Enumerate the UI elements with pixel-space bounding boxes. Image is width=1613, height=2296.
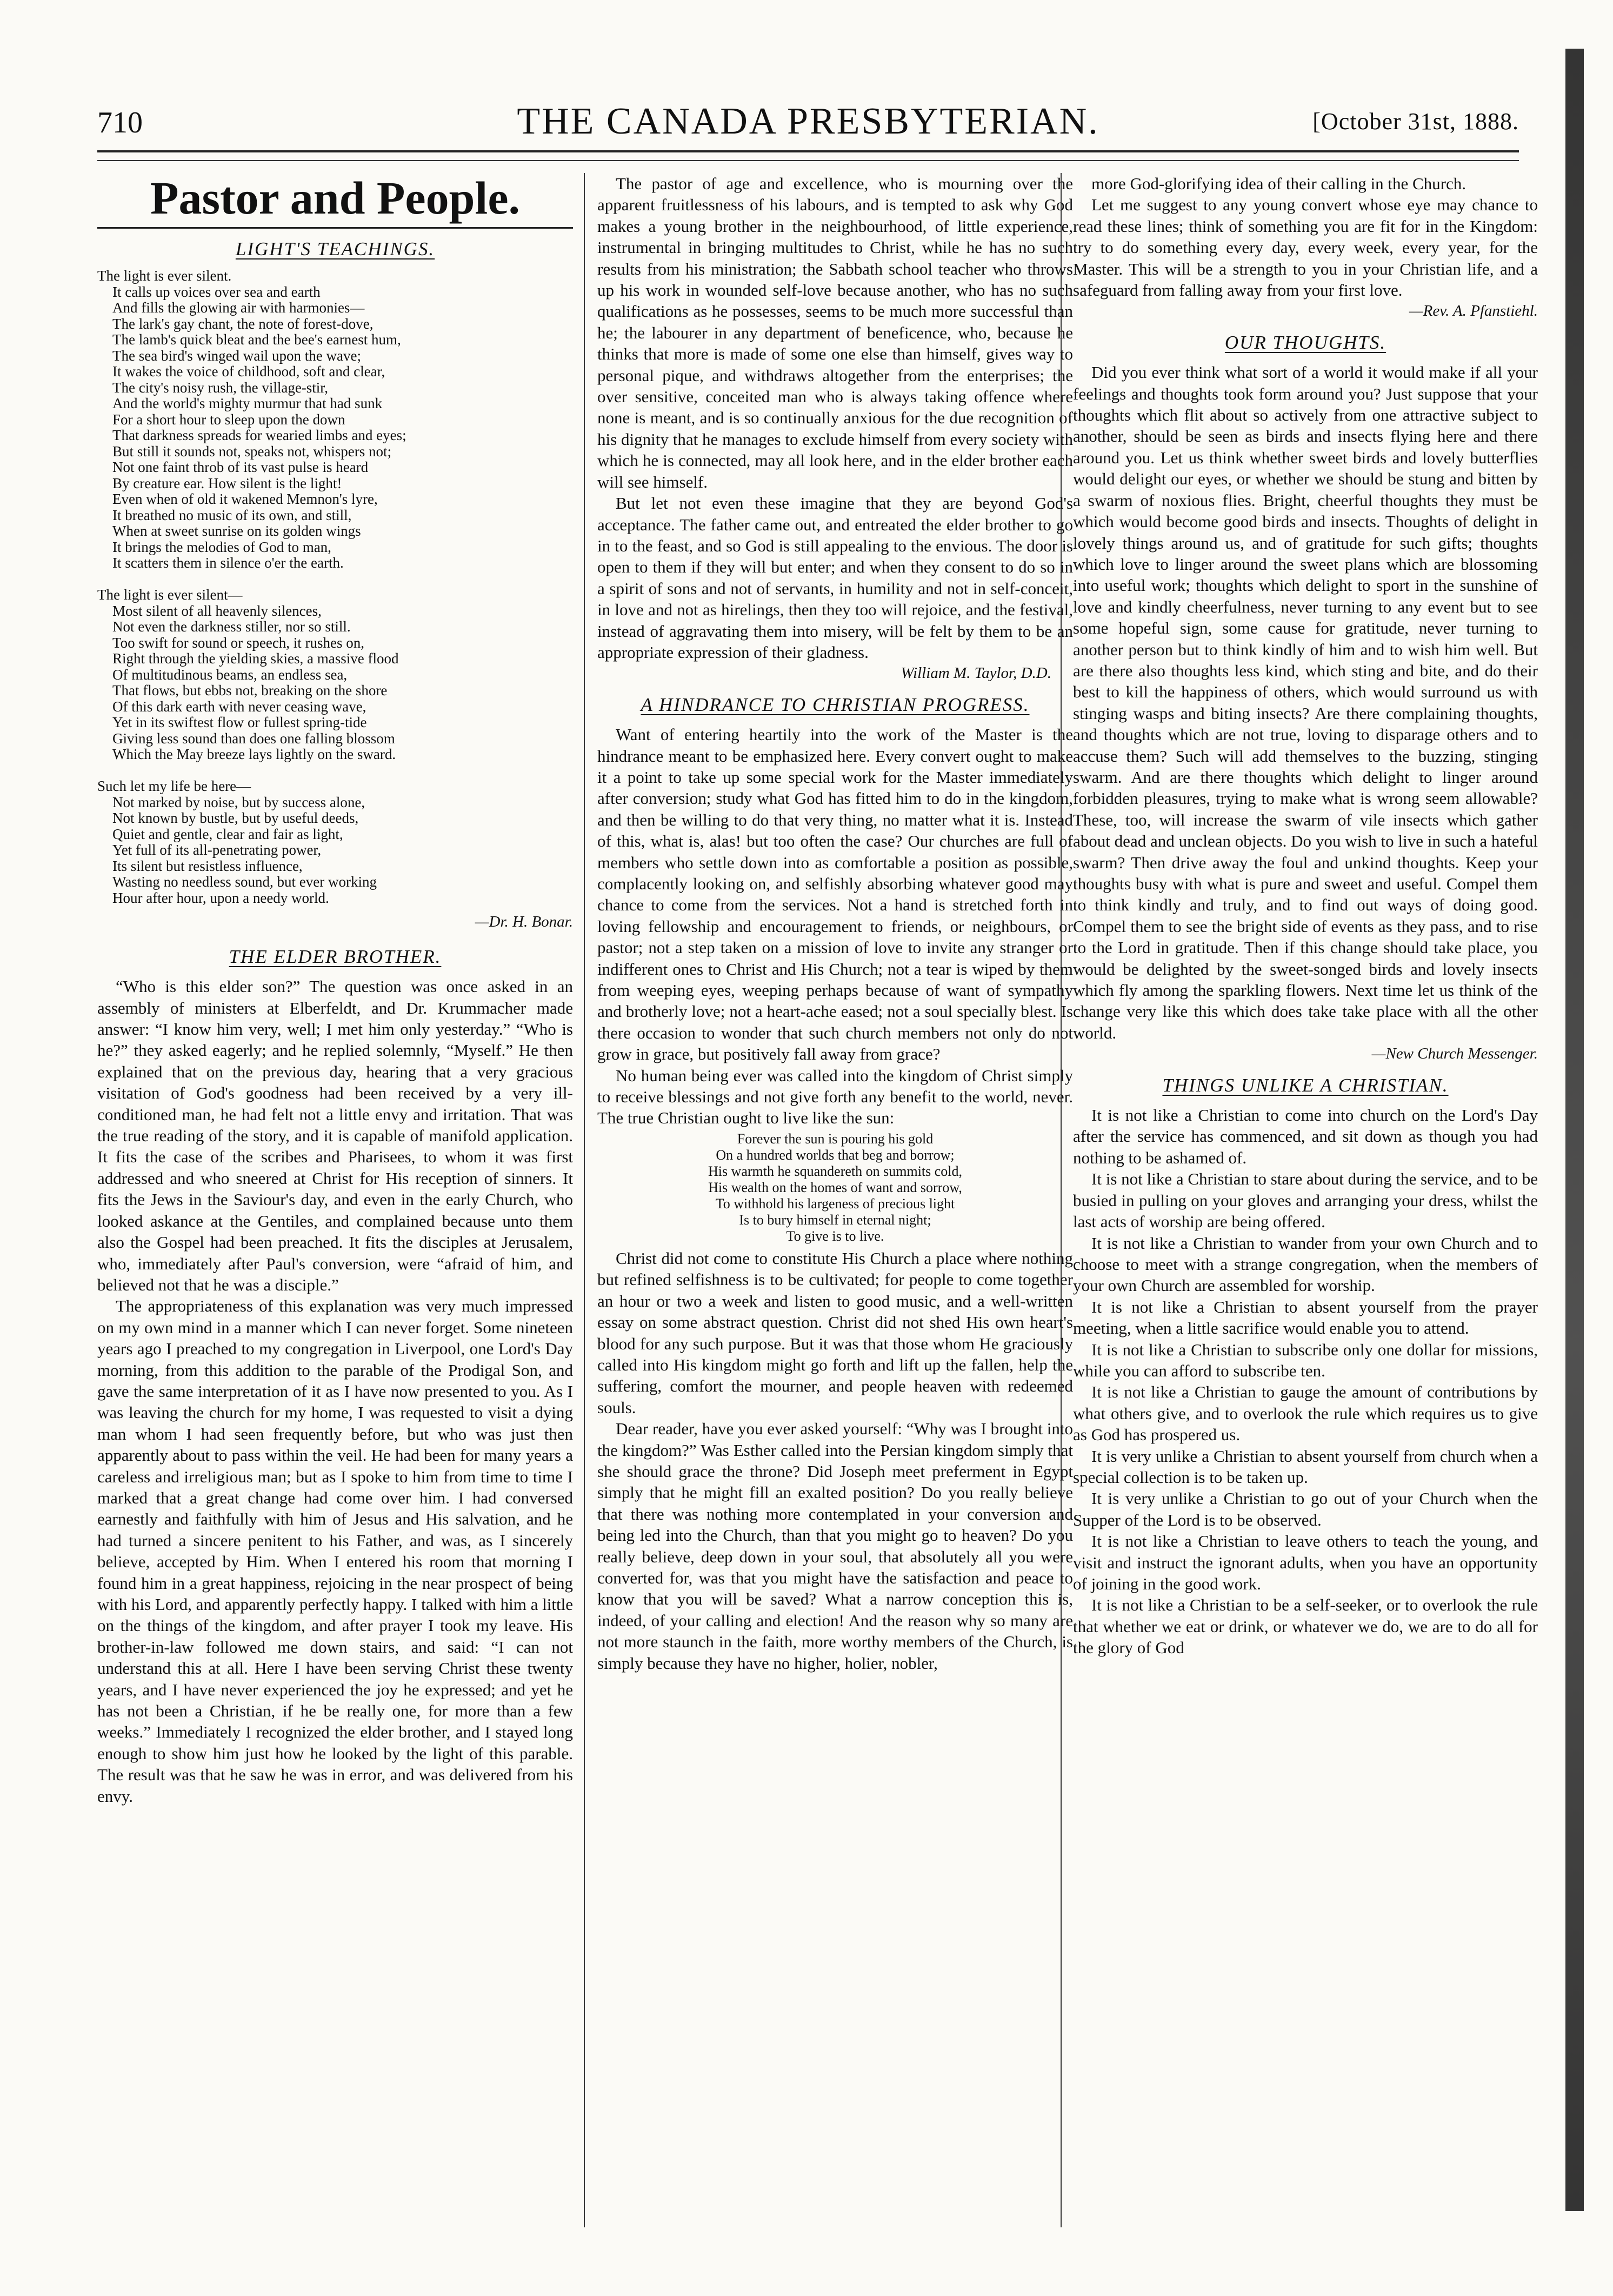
poem-line: The city's noisy rush, the village-stir,	[112, 379, 328, 396]
paragraph: more God-glorifying idea of their calling in the Church.	[1091, 174, 1467, 193]
poem-line: Such let my life be here—	[97, 778, 251, 795]
poem-line: It brings the melodies of God to man,	[112, 538, 331, 555]
poem-line: But still it sounds not, speaks not, whispers not;	[112, 443, 392, 460]
paragraph: No human being ever was called into the kingdom of Christ simply to receive blessings and not give forth any benefit to the world, never. The true Christian ought to live like the sun:	[597, 1066, 1073, 1128]
poem-line	[97, 571, 573, 588]
poem-line: Giving less sound than does one falling blossom	[112, 730, 395, 747]
article-body	[1073, 1104, 1538, 1659]
paragraph: Dear reader, have you ever asked yourself: “Why was I brought into the kingdom?” Was Esther called into the Persian kingdom simply that she should grace the throne? Did Joseph meet preferment in Egypt simply that he might fill an exalted position? Do you really believe that there was nothing more contemplated in your conversion and being led into the Church, than that you might go to heaven? Do you really believe, deep down in your soul, that absolutely all you were converted for, was that you might have the satisfaction and peace to know that you will be saved? What a narrow conception this is, indeed, of your calling and election! And the reason why so many are not more staunch in the faith, more worthy members of the Church, is simply because they have no higher, holier, nobler,	[597, 1419, 1073, 1673]
article-body	[1073, 173, 1538, 301]
page-number: 710	[97, 106, 143, 139]
article-body	[97, 976, 573, 1807]
poem-line: The light is ever silent—	[97, 587, 243, 603]
inline-poem	[597, 1131, 1073, 1245]
poem-line: Of this dark earth with never ceasing wave,	[112, 698, 366, 715]
paragraph: “Who is this elder son?” The question was once asked in an assembly of ministers at Elberfeldt, and Dr. Krummacher made answer: “I know him very, well; I met him only yesterday.” “Who is he?” they asked eagerly; and he replied solemnly, “Myself.” He then explained that on the previous day, hearing that a very gracious visitation of God's goodness had been received by a very ill-conditioned man, he had felt not a little envy and irritation. That was the true reading of the story, and it is capable of manifold application. It fits the case of the scribes and Pharisees, to whom it was first addressed and who sneered at Christ for His reception of sinners. It fits the Jews in the Saviour's day, and even in the early Church, who looked askance at the Gentiles, and complained because unto them also the Gospel had been preached. It fits the disciples at Jerusalem, who, immediately after Paul's conversion, were “afraid of him, and believed not that he was a disciple.”	[97, 977, 573, 1294]
poem-line: Wasting no needless sound, but ever working	[112, 874, 377, 890]
paragraph: The pastor of age and excellence, who is mourning over the apparent fruitlessness of his labours, and is tempted to ask why God makes a young brother in the neighbourhood, of little experience, instrumental in bringing multitudes to Christ, while he has no such results from his ministration; the Sabbath school teacher who throws up his work in wounded self-love because another, who has no such qualifications as he possesses, seems to be much more successful than he; the labourer in any department of beneficence, who, because he thinks that more is made of some one else than himself, gives way to personal pique, and withdraws altogether from the enterprises; the over sensitive, conceited man who is always taking offence where none is meant, and is so continually anxious for the due recognition of his dignity that he manages to exclude himself from every society with which he is connected, may all look here, and in the elder brother each will see himself.	[597, 174, 1073, 491]
poem-line: Not even the darkness stiller, nor so still.	[112, 618, 351, 635]
article-body	[1073, 362, 1538, 1043]
paragraph: It is not like a Christian to gauge the amount of contributions by what others give, and to overlook the rule which requires us to give as God has prospered us.	[1073, 1382, 1538, 1445]
column-divider	[584, 173, 585, 2227]
article-title: A HINDRANCE TO CHRISTIAN PROGRESS.	[641, 694, 1030, 715]
section-title: Pastor and People.	[97, 173, 573, 229]
poem-line: That darkness spreads for wearied limbs and eyes;	[112, 427, 406, 444]
paragraph: It is very unlike a Christian to go out of your Church when the Supper of the Lord is to be observed.	[1073, 1489, 1538, 1529]
poem-line: Is to bury himself in eternal night;	[739, 1212, 931, 1228]
poem-line: Which the May breeze lays lightly on the sward.	[112, 746, 396, 763]
poem-author: —Dr. H. Bonar.	[475, 913, 573, 931]
poem-line: It wakes the voice of childhood, soft and clear,	[112, 363, 385, 380]
column-1	[97, 173, 573, 2227]
poem-line: Not known by bustle, but by useful deeds,	[112, 810, 359, 827]
poem-line: And fills the glowing air with harmonies—	[112, 300, 365, 316]
poem-line: To give is to live.	[786, 1228, 884, 1244]
poem-line	[97, 763, 573, 779]
poem-line: Of multitudinous beams, an endless sea,	[112, 666, 348, 683]
poem-line: Quiet and gentle, clear and fair as light,	[112, 826, 343, 842]
poem-line: Yet in its swiftest flow or fullest spring-tide	[112, 714, 367, 731]
poem-line: The lamb's quick bleat and the bee's earnest hum,	[112, 331, 401, 348]
paragraph: It is not like a Christian to wander from your own Church and to choose to meet with a strange congregation, when the members of your own Church are assembled for worship.	[1073, 1233, 1538, 1295]
article-author: William M. Taylor, D.D.	[901, 664, 1051, 682]
column-3	[1073, 173, 1538, 2227]
article-body	[597, 173, 1073, 663]
poem-line: On a hundred worlds that beg and borrow;	[716, 1147, 955, 1163]
paragraph: Let me suggest to any young convert whose eye may chance to read these lines; think of something you are fit for in the Kingdom: try to do something every day, every week, every year, for the Master. This will be a strength to you in your Christian life, and a safeguard from falling away from your first love.	[1073, 195, 1538, 300]
article-body	[597, 724, 1073, 1129]
poem-line: Even when of old it wakened Memnon's lyre,	[112, 491, 378, 508]
poem-title: LIGHT'S TEACHINGS.	[235, 238, 435, 259]
poem-line: Right through the yielding skies, a massive flood	[112, 650, 399, 667]
scan-edge	[1565, 49, 1584, 2211]
poem-line: Yet full of its all-penetrating power,	[112, 842, 322, 858]
article-title: THINGS UNLIKE A CHRISTIAN.	[1162, 1074, 1449, 1096]
column-2	[597, 173, 1073, 2227]
paragraph: Want of entering heartily into the work of the Master is the hindrance meant to be emphasized here. Every convert ought to make it a point to take up some special work for the Master immediately after conversion; study what God has fitted him to do in the kingdom, and then be willing to do that very thing, no matter what it is. Instead of this, what is, alas! but too often the case? Our churches are full of members who settle down into as comfortable a position as possible, complacently looking on, and selfishly absorbing whatever good may chance to come from the services. Not a hand is stretched forth in loving fellowship and encouragement to friends, or neighbours, or pastor; not a step taken on a mission of love to invite any stranger or indifferent ones to Christ and His Church; not a tear is wiped by them from weeping eyes, weeping perhaps because of want of sympathy and brotherly love; not a heart-ache eased; not a soul specially blest. Is there occasion to wonder that such church members not only do not grow in grace, but positively fall away from grace?	[597, 725, 1073, 1064]
poem-line: Not one faint throb of its vast pulse is heard	[112, 459, 369, 476]
paragraph: It is not like a Christian to absent yourself from the prayer meeting, when a little sacrifice would enable you to attend.	[1073, 1297, 1538, 1338]
poem-line: Its silent but resistless influence,	[112, 857, 303, 874]
poem-line: That flows, but ebbs not, breaking on the shore	[112, 682, 388, 699]
poem-line: The sea bird's winged wail upon the wave;	[112, 347, 361, 364]
poem-line: Hour after hour, upon a needy world.	[112, 889, 329, 906]
poem-line: Too swift for sound or speech, it rushes on,	[112, 634, 365, 651]
header-rule-thin	[97, 160, 1519, 161]
header-rule	[97, 150, 1519, 152]
poem-line: The lark's gay chant, the note of forest-dove,	[112, 315, 374, 332]
poem-line: It scatters them in silence o'er the earth.	[112, 555, 344, 571]
paragraph: It is not like a Christian to come into church on the Lord's Day after the service has commenced, and sit down as though you had nothing to be ashamed of.	[1073, 1106, 1538, 1167]
poem-line: It breathed no music of its own, and still,	[112, 507, 352, 523]
paragraph: It is very unlike a Christian to absent yourself from church when a special collection is to be taken up.	[1073, 1446, 1538, 1487]
poem-line: It calls up voices over sea and earth	[112, 283, 321, 300]
article-author: —Rev. A. Pfanstiehl.	[1409, 302, 1538, 320]
poem-line: To withhold his largeness of precious light	[715, 1195, 955, 1212]
article-author: —New Church Messenger.	[1371, 1045, 1538, 1063]
article-title: THE ELDER BROTHER.	[229, 946, 442, 967]
paragraph: Did you ever think what sort of a world it would make if all your feelings and thoughts took form around you? Just suppose that your thoughts which flit about so actively from one attractive subject to another, should be seen as birds and insects flying here and there around you. Let us think whether sweet birds and lovely butterflies would delight our eyes, or whether we should be stung and bitten by a swarm of noxious flies. Bright, cheerful thoughts they must be which would become good birds and insects. Thoughts of delight in lovely things around us, and of gratitude for such gifts; thoughts which love to linger around the sweet plans which are blossoming into useful work; thoughts which delight to sport in the sunshine of love and kindly cheerfulness, never turning to any event but to see some hopeful sign, some cause for gratitude, never turning to another person but to think kindly of him and to wish him well. But are there also thoughts less kind, which sting and bite, and do their best to kill the happiness of others, which would surround us with stinging wasps and biting insects? Are there complaining thoughts, and thoughts which are not true, loving to disparage others and to accuse them? Such will add themselves to the buzzing, stinging swarm. And are there thoughts which delight to linger around forbidden pleasures, trying to make what is wrong seem allowable? These, too, will increase the swarm of vile insects which gather about dead and unclean objects. Do you wish to live in such a hateful swarm? Then drive away the foul and unkind thoughts. Keep your thoughts busy with what is pure and sweet and useful. Compel them to think kindly and truly, and to find out ways of doing good. Compel them to see the bright side of events as they pass, and to rise to the Lord in gratitude. Then if this change should take place, you would be delighted by the sweet-songed birds and lovely insects which fly among the sparkling flowers. Next time let us think of the change very like this which does take take place with all the other world.	[1073, 363, 1538, 1042]
newspaper-title: THE CANADA PRESBYTERIAN.	[517, 101, 1099, 142]
poem	[97, 268, 573, 906]
paragraph: It is not like a Christian to be a self-seeker, or to overlook the rule that whether we eat or drink, or whatever we do, we are to do all for the glory of God	[1073, 1595, 1538, 1658]
paragraph: It is not like a Christian to subscribe only one dollar for missions, while you can afford to subscribe ten.	[1073, 1340, 1538, 1380]
poem-line: The light is ever silent.	[97, 268, 232, 284]
poem-line: His wealth on the homes of want and sorrow,	[708, 1179, 962, 1195]
paragraph: But let not even these imagine that they are beyond God's acceptance. The father came out, and entreated the elder brother to go in to the feast, and so God is still appealing to the envious. The door is open to them if they will but enter; and when they consent to do so in a spirit of sons and not of servants, in humility and not in self-conceit, in love and not as hirelings, then they too will rejoice, and the festival, instead of aggravating them into misery, will be felt by them to be an appropriate expression of their gladness.	[597, 494, 1073, 662]
page-header	[97, 95, 1519, 143]
poem-line: And the world's mighty murmur that had sunk	[112, 395, 383, 412]
poem-line: When at sweet sunrise on its golden wings	[112, 523, 361, 540]
poem-line: For a short hour to sleep upon the down	[112, 411, 345, 428]
poem-line: Most silent of all heavenly silences,	[112, 602, 322, 619]
paragraph: The appropriateness of this explanation was very much impressed on my own mind in a manner which I can never forget. Some nineteen years ago I preached to my congregation in Liverpool, one Lord's Day morning, from this addition to the parable of the Prodigal Son, and gave the same interpretation of it as I have now presented to you. As I was leaving the church for my home, I was requested to visit a dying man whom I had seen frequently before, but who was just then apparently about to pass within the veil. He had been for many years a careless and irreligious man; but as I spoke to him from time to time I marked that a great change had come over him. I had conversed earnestly and faithfully with him of Jesus and His salvation, and he had turned a sincere penitent to his Father, and was, as I sincerely believe, accepted by Him. When I entered his room that morning I found him in a great happiness, rejoicing in the near prospect of being with his Lord, and apparently perfectly happy. I talked with him a little on the things of the kingdom, and after prayer I took my leave. His brother-in-law followed me down stairs, and said: “I can not understand this at all. Here I have been serving Christ these twenty years, and I have never experienced the joy he expressed; and yet he has not been a Christian, if he be really one, for more than a few weeks.” Immediately I recognized the elder brother, and I stayed long enough to show him just how he looked by the light of this parable. The result was that he saw he was in error, and was delivered from his envy.	[97, 1296, 573, 1806]
paragraph: It is not like a Christian to stare about during the service, and to be busied in pulling on your gloves and arranging your dress, whilst the last acts of worship are being offered.	[1073, 1169, 1538, 1232]
article-body	[597, 1248, 1073, 1674]
poem-line: His warmth he squandereth on summits cold,	[708, 1163, 963, 1179]
poem-line: Forever the sun is pouring his gold	[737, 1130, 934, 1147]
issue-date: [October 31st, 1888.	[1312, 108, 1519, 135]
paragraph: It is not like a Christian to leave others to teach the young, and visit and instruct the ignorant adults, when you have an opportunity of joining in the good work.	[1073, 1532, 1538, 1593]
poem-line: Not marked by noise, but by success alone,	[112, 794, 365, 810]
article-title: OUR THOUGHTS.	[1224, 331, 1387, 353]
poem-line: By creature ear. How silent is the light!	[112, 475, 342, 491]
paragraph: Christ did not come to constitute His Church a place where nothing but refined selfishness is to be cultivated; for people to come together an hour or two a week and listen to good music, and a well-written essay on some abstract question. Christ did not shed His own heart's blood for any such purpose. But it was that those whom He graciously called into His kingdom might go forth and lift up the fallen, help the suffering, comfort the mourner, and people heaven with redeemed souls.	[597, 1248, 1073, 1417]
